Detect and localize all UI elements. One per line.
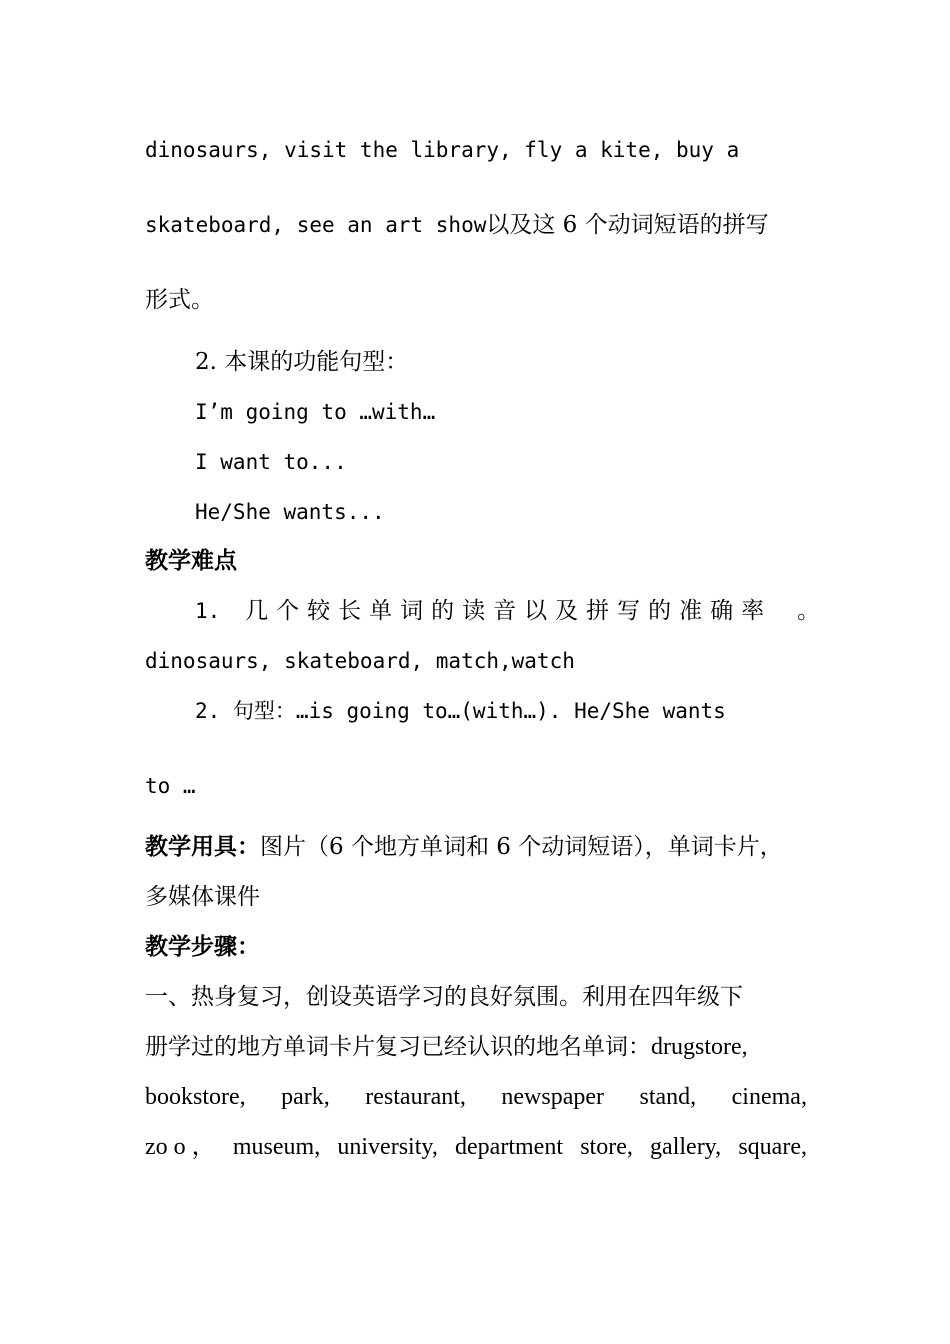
sentence-pattern-1: I’m going to …with…: [195, 400, 436, 424]
place-word: restaurant,: [365, 1084, 466, 1110]
difficulty-item-1-words: dinosaurs, skateboard, match,watch: [145, 649, 575, 673]
place-word-drugstore: drugstore,: [651, 1034, 748, 1060]
section-heading-tools: 教学用具：: [145, 833, 260, 860]
difficulty-item-2-continued: to …: [145, 774, 196, 798]
place-word: park,: [281, 1084, 330, 1110]
place-word: gallery,: [650, 1134, 722, 1160]
section-heading-steps: 教学步骤：: [145, 933, 260, 960]
difficulty-item-1-period: 。: [796, 598, 820, 624]
sentence-pattern-2: I want to...: [195, 450, 347, 474]
sentence-pattern-3: He/She wants...: [195, 500, 385, 524]
place-word: newspaper: [501, 1084, 605, 1110]
verb-phrases-line-1: dinosaurs, visit the library, fly a kite, buy a: [145, 138, 740, 162]
place-word: department: [455, 1134, 563, 1160]
place-word: store,: [580, 1134, 633, 1160]
difficulty-item-1: [195, 596, 820, 626]
place-word: square,: [738, 1134, 807, 1160]
teaching-tools-line: [145, 832, 783, 862]
place-word: university,: [337, 1134, 438, 1160]
verb-phrases-chinese: 以及这 6 个动词短语的拼写: [486, 212, 769, 238]
verb-phrases-line-3: 形式。: [145, 287, 214, 313]
step-1-line-2-chinese: 册学过的地方单词卡片复习已经认识的地名单词：: [145, 1034, 651, 1060]
step-1-intro: 一、热身复习，创设英语学习的良好氛围。利用在四年级下: [145, 984, 743, 1010]
place-words-line-1: [145, 1082, 807, 1112]
place-word: zo o ，: [145, 1134, 216, 1160]
function-sentences-heading: 2. 本课的功能句型：: [195, 349, 409, 375]
place-word: stand,: [639, 1084, 697, 1110]
teaching-tools-text: 图片（6 个地方单词和 6 个动词短语），单词卡片，: [260, 834, 783, 860]
place-words-line-2: [145, 1132, 807, 1162]
place-word: cinema,: [731, 1084, 807, 1110]
place-word: museum,: [232, 1134, 321, 1160]
difficulty-item-1-number: 1.: [195, 599, 221, 623]
teaching-tools-continued: 多媒体课件: [145, 884, 260, 910]
difficulty-item-2: 2. 句型：…is going to…(with…). He/She wants: [195, 699, 726, 723]
section-heading-difficulty: 教学难点: [145, 547, 237, 574]
verb-phrases-english: skateboard, see an art show: [145, 213, 487, 237]
verb-phrases-line-2: [145, 210, 769, 240]
difficulty-item-1-text: 几个较长单词的读音以及拼写的准确率: [245, 598, 773, 624]
place-word: bookstore,: [145, 1084, 246, 1110]
step-1-line-2: [145, 1032, 748, 1062]
